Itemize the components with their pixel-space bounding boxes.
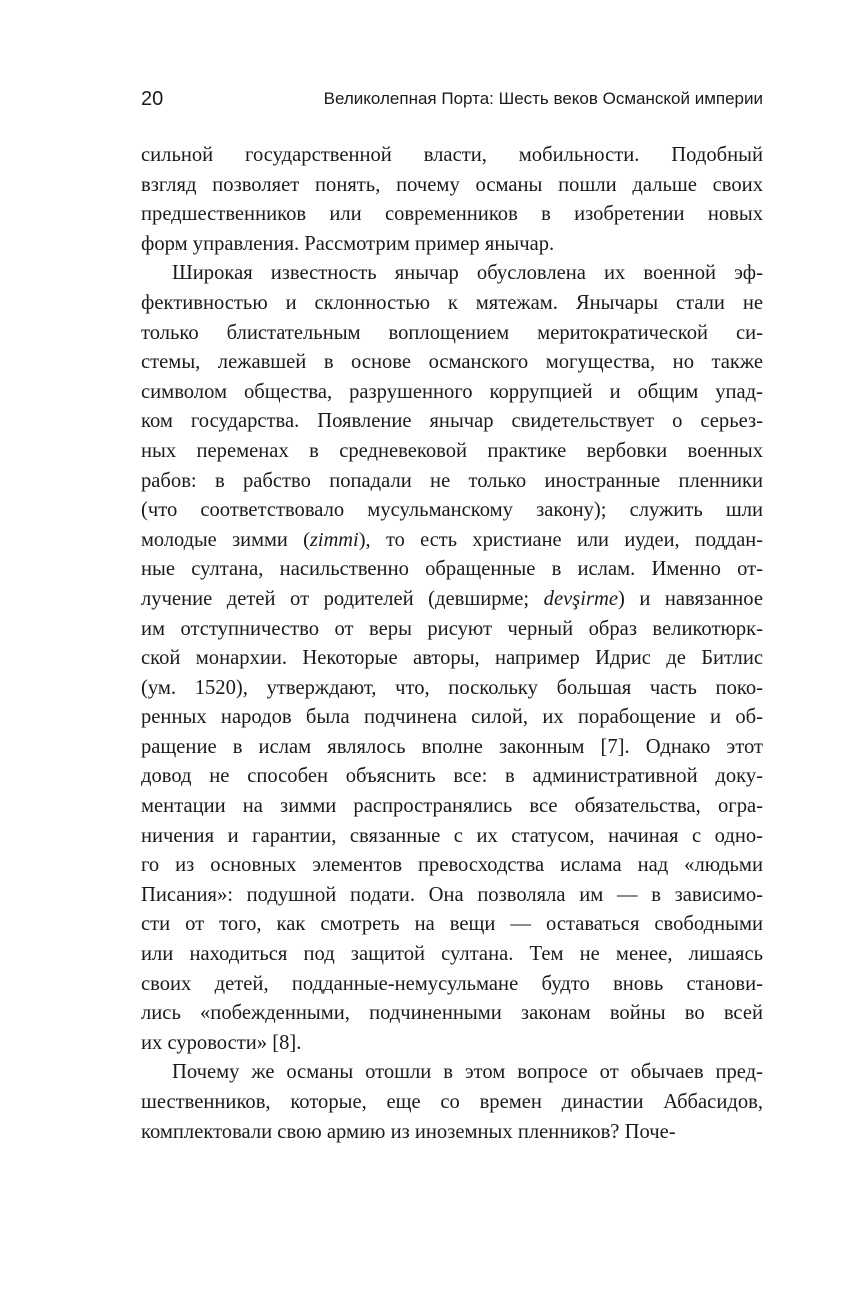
text-segment: (ум. 1520), утверждают, что, поскольку большая часть поко- xyxy=(141,676,763,699)
text-segment: только блистательным воплощением меритократической си- xyxy=(141,321,763,344)
text-segment: Писания»: подушной подати. Она позволяла им — в зависимо- xyxy=(141,883,763,906)
text-line xyxy=(141,733,763,763)
body-text xyxy=(141,141,763,1147)
paragraph xyxy=(141,259,763,1058)
text-line xyxy=(141,1118,763,1148)
text-segment: сильной государственной власти, мобильности. Подобный xyxy=(141,144,763,166)
text-segment: рабов: в рабство попадали не только иностранные пленники xyxy=(141,469,763,492)
text-line xyxy=(141,1088,763,1118)
text-line xyxy=(141,555,763,585)
text-segment: ных переменах в средневековой практике вербовки военных xyxy=(141,439,763,462)
text-segment: ренных народов была подчинена силой, их порабощение и об- xyxy=(141,706,763,729)
text-segment: лись «побежденными, подчиненными законам войны во всей xyxy=(141,1002,763,1025)
text-line xyxy=(141,319,763,349)
text-line xyxy=(141,467,763,497)
text-line xyxy=(141,407,763,437)
text-line xyxy=(141,230,763,260)
page-number: 20 xyxy=(141,88,164,110)
text-line xyxy=(141,762,763,792)
text-line xyxy=(141,615,763,645)
text-segment: лучение детей от родителей (девширме; xyxy=(141,587,544,610)
text-segment: стемы, лежавшей в основе османского могущества, но также xyxy=(141,351,763,374)
text-line xyxy=(141,674,763,704)
text-line xyxy=(141,792,763,822)
text-segment: ), то есть христиане или иудеи, поддан- xyxy=(358,528,763,551)
text-segment: ращение в ислам являлось вполне законным [7]. Однако этот xyxy=(141,735,763,758)
text-line xyxy=(141,1029,763,1059)
text-line xyxy=(141,585,763,615)
text-segment: ком государства. Появление янычар свидетельствует о серьез- xyxy=(141,410,763,433)
text-segment: го из основных элементов превосходства ислама над «людьми xyxy=(141,854,763,877)
text-line xyxy=(141,141,763,171)
text-segment: их суровости» [8]. xyxy=(141,1031,302,1054)
text-segment: ) и навязанное xyxy=(618,587,763,610)
book-title: Великолепная Порта: Шесть веков Османской империи xyxy=(323,89,763,108)
text-segment: ничения и гарантии, связанные с их статусом, начиная с одно- xyxy=(141,824,763,847)
text-segment: Широкая известность янычар обусловлена их военной эф- xyxy=(172,262,763,285)
text-segment: Почему же османы отошли в этом вопросе от обычаев пред- xyxy=(172,1061,763,1084)
text-segment: ской монархии. Некоторые авторы, например Идрис де Битлис xyxy=(141,647,763,670)
text-line xyxy=(141,910,763,940)
text-line xyxy=(141,703,763,733)
text-segment: довод не способен объяснить все: в административной доку- xyxy=(141,765,763,788)
text-segment: сти от того, как смотреть на вещи — оставаться свободными xyxy=(141,913,763,936)
text-line xyxy=(141,851,763,881)
text-segment: молодые зимми ( xyxy=(141,528,310,551)
text-segment: символом общества, разрушенного коррупцией и общим упад- xyxy=(141,380,763,403)
text-line xyxy=(141,881,763,911)
text-line xyxy=(141,999,763,1029)
text-segment: ментации на зимми распространялись все обязательства, огра- xyxy=(141,795,763,818)
text-segment: форм управления. Рассмотрим пример янычар. xyxy=(141,232,555,255)
text-line xyxy=(141,348,763,378)
text-segment: фективностью и склонностью к мятежам. Янычары стали не xyxy=(141,291,763,314)
text-segment: ные султана, насильственно обращенные в ислам. Именно от- xyxy=(141,558,763,581)
text-segment: предшественников или современников в изобретении новых xyxy=(141,203,763,226)
text-line xyxy=(141,200,763,230)
text-line xyxy=(141,496,763,526)
text-segment: комплектовали свою армию из иноземных пленников? Поче- xyxy=(141,1120,676,1143)
text-line xyxy=(141,1058,763,1088)
text-line xyxy=(141,526,763,556)
italic-term: zimmi xyxy=(309,528,359,551)
text-segment: шественников, которые, еще со времен династии Аббасидов, xyxy=(141,1091,763,1113)
text-line xyxy=(141,259,763,289)
text-line xyxy=(141,822,763,852)
text-segment: своих детей, подданные-немусульмане будто вновь станови- xyxy=(141,972,763,995)
text-line xyxy=(141,437,763,467)
text-line xyxy=(141,644,763,674)
text-line xyxy=(141,970,763,1000)
text-segment: (что соответствовало мусульманскому закону); служить шли xyxy=(141,499,763,522)
italic-term: devşirme xyxy=(543,587,618,610)
text-segment: им отступничество от веры рисуют черный образ великотюрк- xyxy=(141,617,763,640)
text-segment: или находиться под защитой султана. Тем не менее, лишаясь xyxy=(141,943,763,966)
text-line xyxy=(141,378,763,408)
paragraph xyxy=(141,1058,763,1147)
text-line xyxy=(141,171,763,201)
text-line xyxy=(141,940,763,970)
running-header xyxy=(141,86,763,112)
paragraph xyxy=(141,141,763,259)
text-segment: взгляд позволяет понять, почему османы пошли дальше своих xyxy=(141,173,763,196)
text-line xyxy=(141,289,763,319)
